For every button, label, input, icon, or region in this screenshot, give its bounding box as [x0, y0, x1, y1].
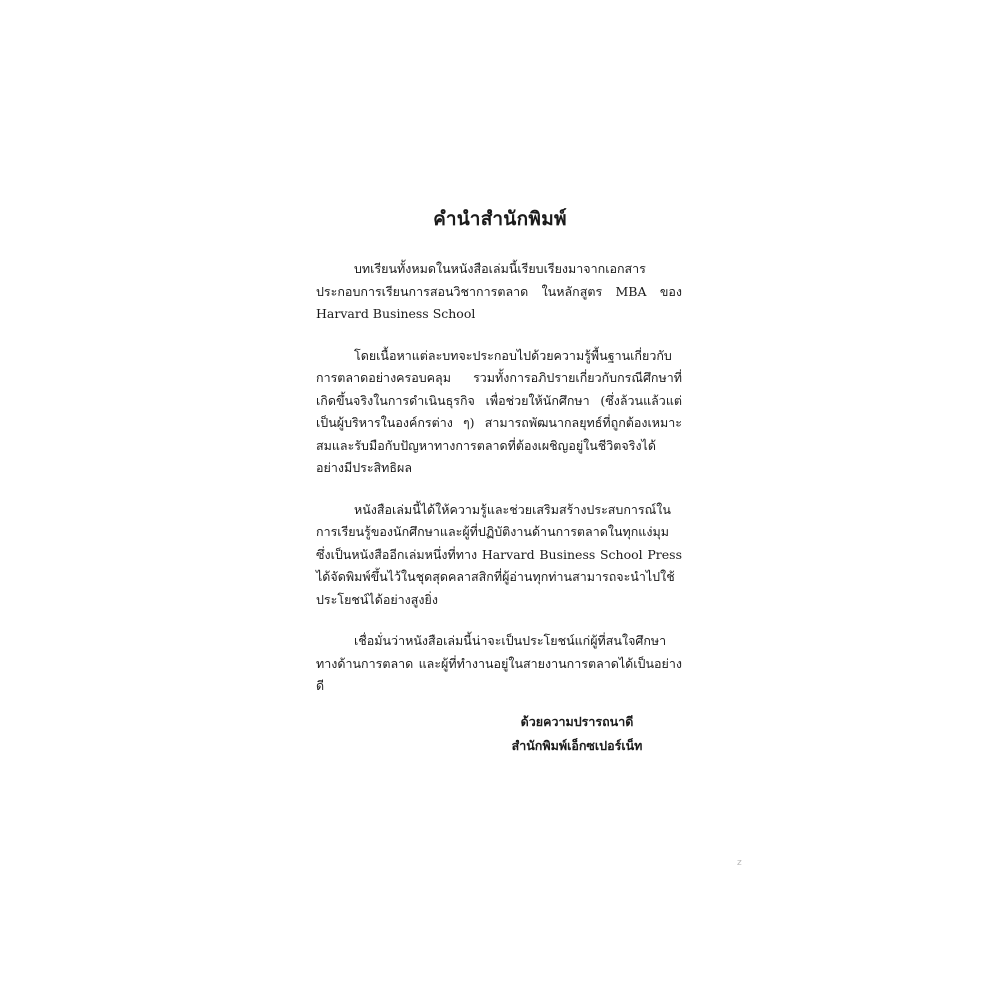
preface-paragraph-1: บทเรียนทั้งหมดในหนังสือเล่มนี้เรียบเรียงมาจากเอกสารประกอบการเรียนการสอนวิชาการตลาด ในหลักสูตร MBA ของ Harvard Business School — [316, 261, 682, 321]
preface-paragraph-2: โดยเนื้อหาแต่ละบทจะประกอบไปด้วยความรู้พื้นฐานเกี่ยวกับการตลาดอย่างครอบคลุม รวมทั้งการอภิปรายเกี่ยวกับกรณีศึกษาที่เกิดขึ้นจริงในการดำเนินธุรกิจ เพื่อช่วยให้นักศึกษา (ซึ่งล้วนแล้วแต่เป็นผู้บริหารในองค์กรต่าง ๆ) สามารถพัฒนากลยุทธ์ที่ถูกต้องเหมาะสมและรับมือกับปัญหาทางการตลาดที่ต้องเผชิญอยู่ในชีวิตจริงได้อย่างมีประสิทธิผล — [316, 347, 682, 475]
page-mark: z — [737, 858, 742, 868]
preface-body — [316, 258, 682, 717]
preface-paragraph-3: หนังสือเล่มนี้ได้ให้ความรู้และช่วยเสริมสร้างประสบการณ์ในการเรียนรู้ของนักศึกษาและผู้ที่ปฏิบัติงานด้านการตลาดในทุกแง่มุม ซึ่งเป็นหนังสืออีกเล่มหนึ่งที่ทาง Harvard Business School Press ได้จัดพิมพ์ขึ้นไว้ในชุดสุดคลาสสิกที่ผู้อ่านทุกท่านสามารถจะนำไปใช้ประโยชน์ได้อย่างสูงยิ่ง — [316, 501, 682, 607]
signature-closing: ด้วยความปรารถนาดี — [520, 714, 634, 729]
signature-block — [500, 710, 654, 758]
signature-publisher: สำนักพิมพ์เอ็กซเปอร์เน็ท — [511, 738, 643, 753]
preface-paragraph-4: เชื่อมั่นว่าหนังสือเล่มนี้น่าจะเป็นประโยชน์แก่ผู้ที่สนใจศึกษาทางด้านการตลาด และผู้ที่ทำงานอยู่ในสายงานการตลาดได้เป็นอย่างดี — [316, 633, 682, 693]
page-title: คำนำสำนักพิมพ์ — [433, 208, 567, 230]
